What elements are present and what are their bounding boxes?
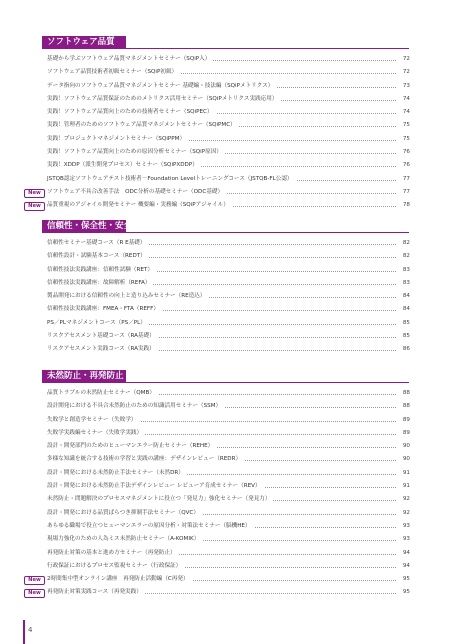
toc-entry[interactable] <box>0 414 410 427</box>
toc-entry-page: 83 <box>402 266 410 273</box>
toc-entry-page: 85 <box>402 333 410 340</box>
toc-entry-title: 設計開発における不具合未然防止のための知識活用セミナー（SSM） <box>47 400 224 413</box>
section-header <box>42 370 409 383</box>
new-badge: New <box>24 189 45 198</box>
item-list <box>0 387 455 600</box>
toc-entry-page: 72 <box>402 56 410 62</box>
toc-entry-page: 73 <box>402 82 410 89</box>
toc-entry-title: 再発防止対策の基本と進め方セミナー（再発防止） <box>47 547 179 560</box>
section-title: 未然防止・再発防止 <box>47 371 124 381</box>
toc-entry[interactable] <box>0 186 410 199</box>
toc-entry-page: 76 <box>402 149 410 156</box>
section-software-quality <box>0 36 455 213</box>
toc-entry-title: 実践！XDDP（派生開発プロセス）セミナー（SQiPXDDP） <box>47 159 201 172</box>
toc-entry-page: 88 <box>402 403 410 410</box>
section-underline <box>42 48 409 49</box>
new-badge: New <box>24 576 45 585</box>
toc-entry[interactable] <box>0 173 410 186</box>
toc-entry-title: 行政保証におけるプロセス監視セミナー（行政保証） <box>47 560 184 573</box>
toc-entry-title: 信頼性技法実践講座：故障解析（REFA） <box>47 277 153 290</box>
toc-entry-page: 82 <box>402 240 410 246</box>
toc-entry-title: リスクアセスメント基礎コース（RA基礎） <box>47 330 158 343</box>
toc-entry-title: あらゆる職場で役立つヒューマンエラーの原因分析・対策法セミナー（脳機HE） <box>47 520 254 533</box>
toc-entry-title: 設計・開発部門のためのヒューマンエラー防止セミナー（REHE） <box>47 440 216 453</box>
toc-entry-title: 信頼性技法実践講座：信頼性試験（RET） <box>47 264 156 277</box>
toc-entry-page: 84 <box>402 306 410 313</box>
toc-entry-title: 信頼性設計・試験基本コース（REDT） <box>47 250 149 263</box>
toc-entry[interactable] <box>0 237 410 250</box>
toc-entry[interactable] <box>0 533 410 546</box>
section-header <box>42 36 409 49</box>
toc-entry[interactable] <box>0 480 410 493</box>
toc-entry[interactable] <box>0 133 410 146</box>
toc-entry-page: 89 <box>402 429 410 436</box>
toc-entry-page: 82 <box>402 253 410 260</box>
new-badge: New <box>24 589 45 598</box>
toc-entry-title: 未然防止・問題解決のプロセスマネジメントに役立つ「発見力」強化セミナー（発見力） <box>47 493 273 506</box>
toc-entry-page: 92 <box>402 496 410 503</box>
toc-entry-page: 84 <box>402 293 410 300</box>
toc-entry[interactable] <box>0 66 410 79</box>
page-edge-rule <box>23 620 25 644</box>
item-list <box>0 237 455 357</box>
section-underline <box>42 382 409 383</box>
toc-entry-title: 実践！ソフトウェア品質向上のための技術者セミナー（SQiPEC） <box>47 106 216 119</box>
section-title: 信頼性・保全性・安全性 <box>47 221 141 231</box>
toc-entry-page: 93 <box>402 536 410 543</box>
toc-entry-page: 95 <box>402 576 410 583</box>
toc-entry-title: ソフトウェア不具合改善手法 ODC分析の基礎セミナー（ODC基礎） <box>47 186 226 199</box>
toc-entry[interactable] <box>0 277 410 290</box>
toc-entry-title: 品質重視のアジャイル開発セミナー 概要編・実務編（SQiPアジャイル） <box>47 199 232 212</box>
toc-entry-page: 86 <box>402 346 410 353</box>
toc-entry-page: 89 <box>402 416 410 423</box>
toc-entry-title: JSTQB認定ソフトウェアテスト技術者－Foundation Levelトレーニングコース（JSTQB-FL公認） <box>47 173 296 186</box>
toc-entry-page: 88 <box>402 390 410 396</box>
toc-entry-page: 75 <box>402 135 410 142</box>
toc-entry[interactable] <box>0 330 410 343</box>
toc-entry-title: 多様な知識を統合する技術の学習と実践の講座：デザインレビュー（REDR） <box>47 453 244 466</box>
toc-entry-page: 91 <box>402 469 410 476</box>
toc-entry[interactable] <box>0 427 410 440</box>
toc-entry[interactable] <box>0 586 410 599</box>
toc-entry-title: 信頼性セミナー基礎コース（R E基礎） <box>47 237 148 250</box>
toc-entry-page: 78 <box>402 202 410 209</box>
toc-entry[interactable] <box>0 303 410 316</box>
item-list <box>0 53 455 213</box>
toc-entry-title: 設計・開発における未然防止手法デザインレビュー レビューア育成セミナー（REV） <box>47 480 264 493</box>
toc-entry[interactable] <box>0 400 410 413</box>
toc-entry-page: 90 <box>402 443 410 450</box>
toc-entry-page: 91 <box>402 483 410 490</box>
toc-entry-title: 基礎から学ぶソフトウェア品質マネジメントセミナー（SQiP入） <box>47 53 213 66</box>
toc-entry[interactable] <box>0 467 410 480</box>
toc-entry-title: 2時間集中型オンライン講座 再発防止活動編（C再発） <box>47 573 192 586</box>
toc-entry-page: 94 <box>402 549 410 556</box>
toc-entry-title: 品質トラブルの未然防止セミナー（QMB） <box>47 387 158 400</box>
toc-entry-title: 失敗学と創造学セミナー（失敗学） <box>47 414 140 427</box>
toc-entry[interactable] <box>0 547 410 560</box>
toc-entry-title: PS／PLマネジメントコース（PS／PL） <box>47 317 149 330</box>
toc-entry[interactable] <box>0 440 410 453</box>
toc-entry[interactable] <box>0 290 410 303</box>
toc-entry[interactable] <box>0 146 410 159</box>
new-badge: New <box>24 202 45 211</box>
toc-entry-title: 実践！ソフトウェア品質保証のためのメトリクス活用セミナー（SQiPメトリクス実践応用） <box>47 93 280 106</box>
toc-entry-page: 83 <box>402 279 410 286</box>
toc-entry-page: 72 <box>402 69 410 76</box>
toc-entry-page: 77 <box>402 188 410 195</box>
toc-entry-page: 85 <box>402 319 410 326</box>
toc-entry[interactable] <box>0 343 410 356</box>
toc-entry-title: 信頼性技法実践講座：FMEA・FTA（REFF） <box>47 303 162 316</box>
toc-entry[interactable] <box>0 493 410 506</box>
toc-entry[interactable] <box>0 317 410 330</box>
toc-entry-title: 製品開発における信頼性の向上と造り込みセミナー（RE造込） <box>47 290 208 303</box>
toc-entry-page: 95 <box>402 589 410 596</box>
toc-entry[interactable] <box>0 159 410 172</box>
toc-entry-title: データ指向のソフトウェア品質マネジメントセミナー 基礎編・技法編（SQiPメトリクス） <box>47 80 276 93</box>
toc-entry-title: 再発防止対策実践コース（再発実践） <box>47 586 145 599</box>
toc-entry-page: 93 <box>402 522 410 529</box>
toc-entry[interactable] <box>0 264 410 277</box>
toc-entry[interactable] <box>0 560 410 573</box>
toc-entry-page: 76 <box>402 162 410 169</box>
toc-entry-page: 74 <box>402 109 410 116</box>
toc-entry-title: 現場力強化のための人為ミス未然防止セミナー（A-KOMIK） <box>47 533 202 546</box>
toc-entry[interactable] <box>0 199 410 212</box>
toc-entry-title: リスクアセスメント実践コース（RA実践） <box>47 343 158 356</box>
toc-entry[interactable] <box>0 453 410 466</box>
toc-entry[interactable] <box>0 93 410 106</box>
toc-entry[interactable] <box>0 573 410 586</box>
toc-entry[interactable] <box>0 106 410 119</box>
toc-entry[interactable] <box>0 387 410 400</box>
toc-entry-title: ソフトウェア品質技術者初級セミナー（SQiP初級） <box>47 66 180 79</box>
toc-entry-page: 92 <box>402 509 410 516</box>
toc-entry-page: 94 <box>402 562 410 569</box>
toc-entry-title: 設計・開発における未然防止手法セミナー（未然DR） <box>47 467 187 480</box>
toc-entry[interactable] <box>0 53 410 66</box>
toc-entry[interactable] <box>0 250 410 263</box>
toc-entry-title: 失敗学実践編セミナー（失敗学実践） <box>47 427 145 440</box>
toc-entry-page: 90 <box>402 456 410 463</box>
toc-entry[interactable] <box>0 80 410 93</box>
section-reliability <box>0 220 455 357</box>
toc-entry-page: 74 <box>402 95 410 102</box>
toc-entry-title: 設計・開発における品質ばらつき抑制手法セミナー（QVC） <box>47 507 202 520</box>
toc-entry[interactable] <box>0 520 410 533</box>
section-header <box>42 220 409 233</box>
section-underline <box>42 232 409 233</box>
page-number: 4 <box>28 626 33 634</box>
toc-entry[interactable] <box>0 507 410 520</box>
toc-entry-title: 実践！管理者のためのソフトウェア品質マネジメントセミナー（SQiPMC） <box>47 119 239 132</box>
toc-entry-page: 75 <box>402 122 410 129</box>
toc-entry-page: 77 <box>402 175 410 182</box>
toc-entry-title: 実践！プロジェクトマネジメントセミナー（SQiPPM） <box>47 133 188 146</box>
toc-entry[interactable] <box>0 119 410 132</box>
section-title: ソフトウェア品質 <box>47 37 115 47</box>
section-prevention <box>0 370 455 600</box>
toc-entry-title: 実践！ソフトウェア品質向上のための原因分析セミナー（SQiP原因） <box>47 146 225 159</box>
